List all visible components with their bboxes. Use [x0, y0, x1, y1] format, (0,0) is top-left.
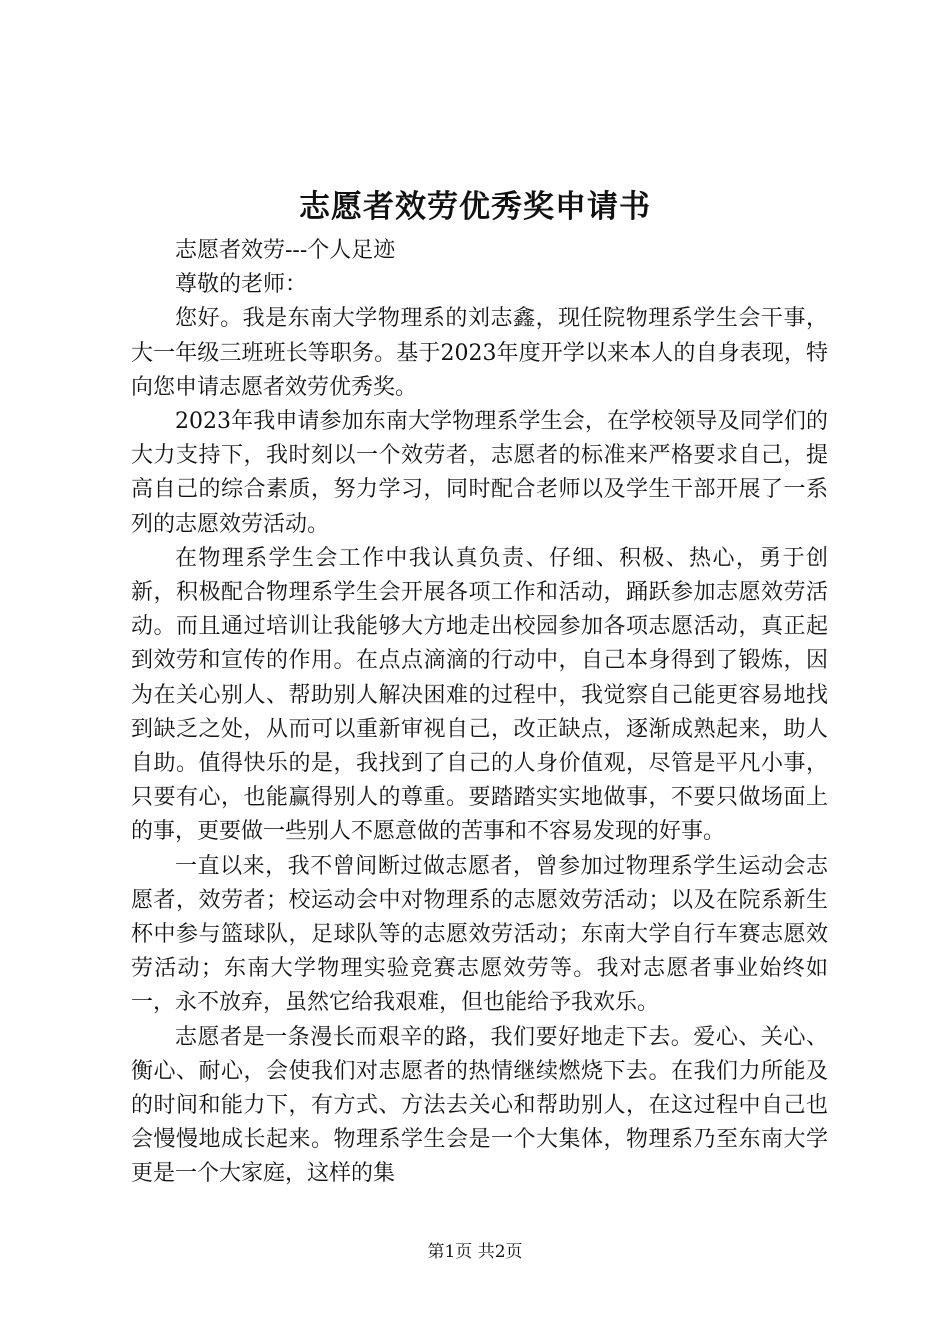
page-number: 第1页 共2页	[427, 1242, 523, 1262]
document-subtitle: 志愿者效劳---个人足迹	[175, 238, 396, 263]
document-body	[131, 234, 828, 1192]
paragraph: 您好。我是东南大学物理系的刘志鑫，现任院物理系学生会干事，大一年级三班班长等职务。基于2023年度开学以来本人的自身表现，特向您申请志愿者效劳优秀奖。	[131, 306, 828, 400]
paragraph: 一直以来，我不曾间断过做志愿者，曾参加过物理系学生运动会志愿者，效劳者；校运动会中对物理系的志愿效劳活动；以及在院系新生杯中参与篮球队，足球队等的志愿效劳活动；东南大学自行车赛志愿效劳活动；东南大学物理实验竞赛志愿效劳等。我对志愿者事业始终如一，永不放弃，虽然它给我艰难，但也能给予我欢乐。	[131, 853, 828, 1016]
paragraph: 2023年我申请参加东南大学物理系学生会，在学校领导及同学们的大力支持下，我时刻以一个效劳者，志愿者的标准来严格要求自己，提高自己的综合素质，努力学习，同时配合老师以及学生干部开展了一系列的志愿效劳活动。	[131, 409, 828, 537]
paragraph: 在物理系学生会工作中我认真负责、仔细、积极、热心，勇于创新，积极配合物理系学生会开展各项工作和活动，踊跃参加志愿效劳活动。而且通过培训让我能够大方地走出校园参加各项志愿活动，真正起到效劳和宣传的作用。在点点滴滴的行动中，自己本身得到了锻炼，因为在关心别人、帮助别人解决困难的过程中，我觉察自己能更容易地找到缺乏之处，从而可以重新审视自己，改正缺点，逐渐成熟起来，助人自助。值得快乐的是，我找到了自己的人身价值观，尽管是平凡小事，只要有心，也能赢得别人的尊重。要踏踏实实地做事，不要只做场面上的事，更要做一些别人不愿意做的苦事和不容易发现的好事。	[131, 545, 828, 845]
document-title: 志愿者效劳优秀奖申请书	[299, 189, 651, 225]
salutation: 尊敬的老师：	[175, 272, 308, 298]
paragraph: 志愿者是一条漫长而艰辛的路，我们要好地走下去。爱心、关心、衡心、耐心，会使我们对志愿者的热情继续燃烧下去。在我们力所能及的时间和能力下，有方式、方法去关心和帮助别人，在这过程中自己也会慢慢地成长起来。物理系学生会是一个大集体，物理系乃至东南大学更是一个大家庭，这样的集	[131, 1024, 828, 1187]
